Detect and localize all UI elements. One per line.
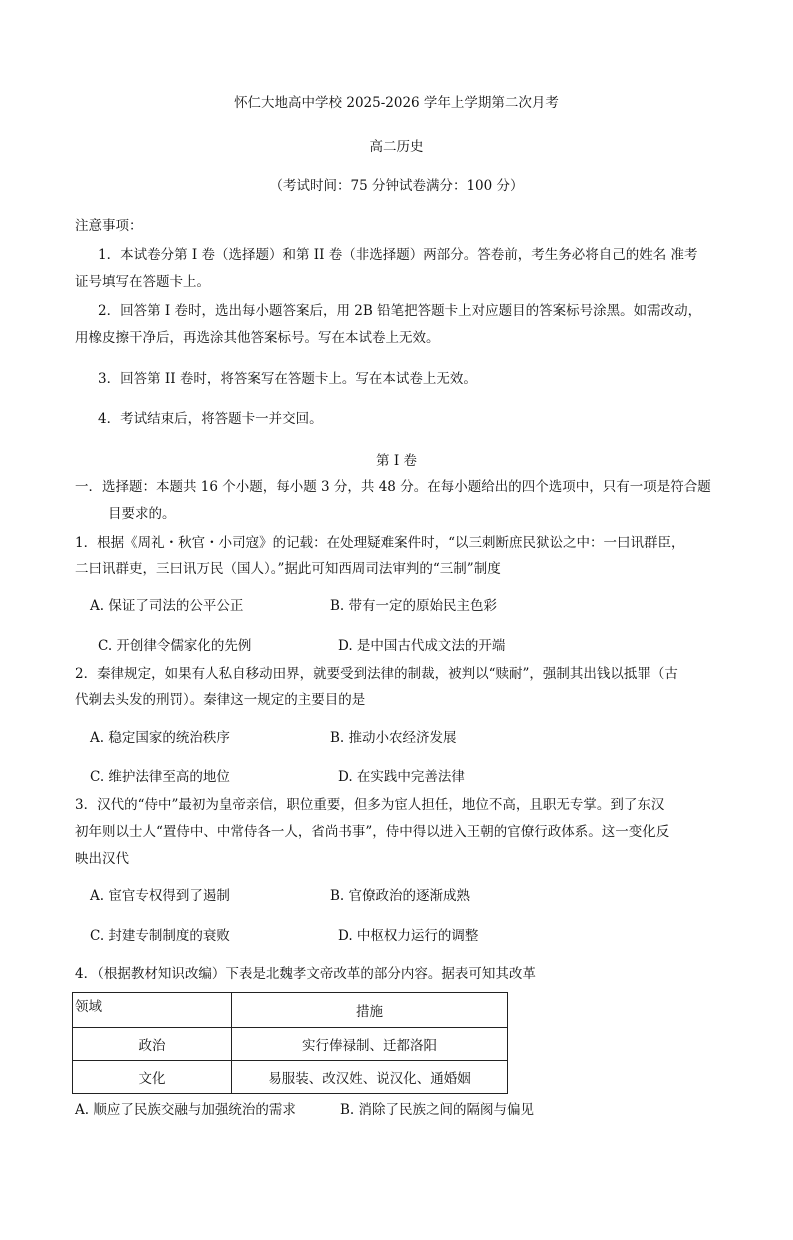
note-2-line-1: 2．回答第 I 卷时，选出每小题答案后，用 2B 铅笔把答题卡上对应题目的答案标号涂黑。如需改动， — [98, 303, 702, 319]
question-4-option-b[interactable]: B. 消除了民族之间的隔阂与偏见 — [340, 1102, 535, 1118]
note-1-line-2: 证号填写在答题卡上。 — [75, 274, 210, 290]
question-1-line-1: 1．根据《周礼・秋官・小司寇》的记载：在处理疑难案件时，“以三刺断庶民狱讼之中：一曰讯群臣， — [75, 535, 685, 551]
section-instructions-line-2: 目要求的。 — [108, 506, 176, 522]
table-cell-measure: 实行俸禄制、迁都洛阳 — [232, 1028, 508, 1061]
question-2-option-a[interactable]: A. 稳定国家的统治秩序 — [90, 730, 230, 746]
part-1-title: 第 I 卷 — [376, 453, 417, 469]
exam-title: 怀仁大地高中学校 2025-2026 学年上学期第二次月考 — [234, 95, 559, 111]
table-row — [73, 1028, 508, 1061]
table-header-row — [73, 993, 508, 1028]
note-3: 3．回答第 II 卷时，将答案写在答题卡上。写在本试卷上无效。 — [98, 371, 477, 387]
section-instructions-line-1: 一．选择题：本题共 16 个小题，每小题 3 分，共 48 分。在每小题给出的四个选项中，只有一项是符合题 — [75, 479, 711, 495]
question-3-line-1: 3．汉代的“侍中”最初为皇帝亲信，职位重要，但多为宦人担任，地位不高，且职无专掌。到了东汉 — [75, 797, 665, 813]
question-2-option-b[interactable]: B. 推动小农经济发展 — [330, 730, 457, 746]
question-3-line-2: 初年则以士人“置侍中、中常侍各一人，省尚书事”，侍中得以进入王朝的官僚行政体系。这一变化反 — [75, 824, 670, 840]
question-1-line-2: 二曰讯群吏，三曰讯万民（国人）。”据此可知西周司法审判的“三制”制度 — [75, 561, 501, 577]
question-4-option-a[interactable]: A. 顺应了民族交融与加强统治的需求 — [75, 1102, 296, 1118]
note-1-line-1: 1．本试卷分第 I 卷（选择题）和第 II 卷（非选择题）两部分。答卷前，考生务必将自己的姓名 准考 — [98, 247, 698, 263]
question-2-option-c[interactable]: C. 维护法律至高的地位 — [90, 769, 230, 785]
note-4: 4．考试结束后，将答题卡一并交回。 — [98, 411, 323, 427]
table-row — [73, 1061, 508, 1094]
question-1-option-b[interactable]: B. 带有一定的原始民主色彩 — [330, 598, 498, 614]
question-1-option-c[interactable]: C. 开创律令儒家化的先例 — [98, 638, 252, 654]
question-2-option-d[interactable]: D. 在实践中完善法律 — [338, 769, 465, 785]
table-cell-field: 政治 — [73, 1028, 232, 1061]
note-2-line-2: 用橡皮擦干净后，再选涂其他答案标号。写在本试卷上无效。 — [75, 330, 440, 346]
question-2-line-1: 2．秦律规定，如果有人私自移动田界，就要受到法律的制裁，被判以“赎耐”，强制其出钱以抵罪（古 — [75, 666, 678, 682]
exam-info: （考试时间：75 分钟试卷满分：100 分） — [269, 178, 524, 194]
question-3-option-b[interactable]: B. 官僚政治的逐渐成熟 — [330, 888, 471, 904]
reform-table — [72, 992, 508, 1094]
question-3-line-3: 映出汉代 — [75, 851, 129, 867]
table-header-field: 领域 — [73, 993, 232, 1028]
notes-heading: 注意事项： — [75, 218, 143, 234]
question-2-line-2: 代剃去头发的刑罚）。秦律这一规定的主要目的是 — [75, 692, 366, 708]
question-3-option-a[interactable]: A. 宦官专权得到了遏制 — [90, 888, 230, 904]
question-4-stem: 4．（根据教材知识改编）下表是北魏孝文帝改革的部分内容。据表可知其改革 — [75, 966, 536, 982]
table-header-measure: 措施 — [232, 993, 508, 1028]
question-1-option-d[interactable]: D. 是中国古代成文法的开端 — [338, 638, 506, 654]
subject-title: 高二历史 — [369, 139, 424, 155]
question-3-option-c[interactable]: C. 封建专制制度的衰败 — [90, 928, 230, 944]
question-3-option-d[interactable]: D. 中枢权力运行的调整 — [338, 928, 479, 944]
table-cell-field: 文化 — [73, 1061, 232, 1094]
table-cell-measure: 易服装、改汉姓、说汉化、通婚姻 — [232, 1061, 508, 1094]
question-1-option-a[interactable]: A. 保证了司法的公平公正 — [90, 598, 244, 614]
